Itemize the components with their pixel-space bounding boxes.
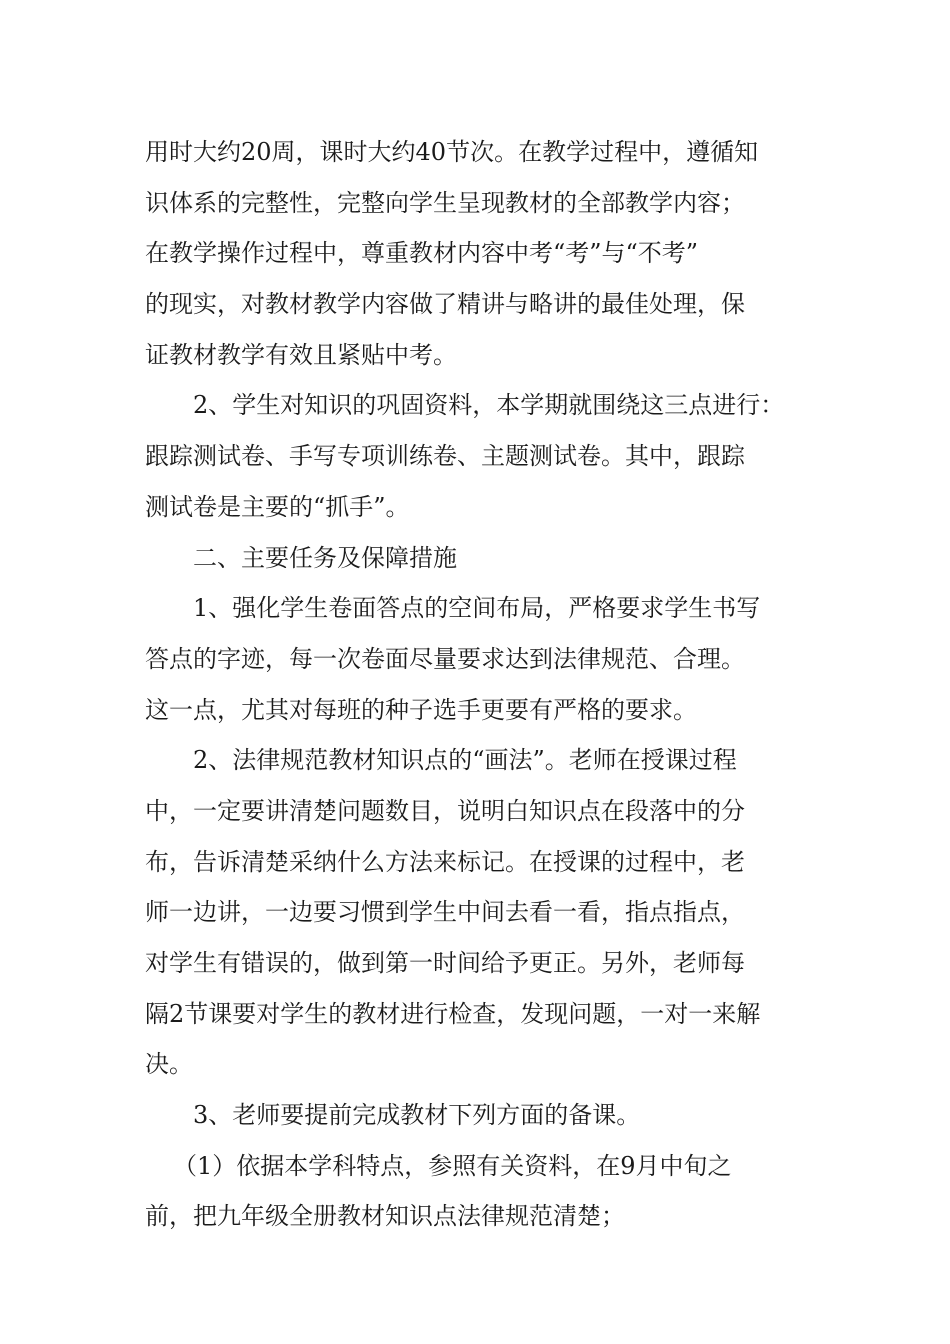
text-line: 答点的字迹，每一次卷面尽量要求达到法律规范、合理。 bbox=[145, 644, 745, 673]
text-line: 2、学生对知识的巩固资料，本学期就围绕这三点进行： bbox=[193, 391, 785, 420]
text-line: 隔2节课要对学生的教材进行检查，发现问题，一对一来解 bbox=[145, 999, 761, 1028]
text-line: 在教学操作过程中，尊重教材内容中考“考”与“不考” bbox=[145, 239, 699, 268]
text-line: 1、强化学生卷面答点的空间布局，严格要求学生书写 bbox=[193, 594, 761, 623]
text-line: 3、老师要提前完成教材下列方面的备课。 bbox=[193, 1101, 641, 1130]
text-line: 识体系的完整性，完整向学生呈现教材的全部教学内容； bbox=[145, 188, 745, 217]
text-line: 的现实，对教材教学内容做了精讲与略讲的最佳处理，保 bbox=[145, 290, 745, 319]
paragraph bbox=[145, 735, 815, 1090]
text-line: 这一点，尤其对每班的种子选手更要有严格的要求。 bbox=[145, 695, 697, 724]
text-line: 证教材教学有效且紧贴中考。 bbox=[145, 340, 457, 369]
text-line: 师一边讲，一边要习惯到学生中间去看一看，指点指点， bbox=[145, 898, 745, 927]
text-line: 2、法律规范教材知识点的“画法”。老师在授课过程 bbox=[193, 746, 737, 775]
section-heading bbox=[145, 533, 815, 584]
text-line: 跟踪测试卷、手写专项训练卷、主题测试卷。其中，跟踪 bbox=[145, 442, 745, 471]
paragraph bbox=[145, 127, 815, 380]
paragraph bbox=[145, 1141, 815, 1242]
paragraph bbox=[145, 583, 815, 735]
text-line: 前，把九年级全册教材知识点法律规范清楚； bbox=[145, 1202, 625, 1231]
heading-line: 二、主要任务及保障措施 bbox=[193, 543, 457, 572]
text-line: 用时大约20周，课时大约40节次。在教学过程中，遵循知 bbox=[145, 138, 759, 166]
text-line: 对学生有错误的，做到第一时间给予更正。另外，老师每 bbox=[145, 949, 745, 977]
text-line: 决。 bbox=[145, 1050, 193, 1079]
text-line: 中，一定要讲清楚问题数目，说明白知识点在段落中的分 bbox=[145, 796, 745, 825]
paragraph bbox=[145, 380, 815, 532]
text-line: 测试卷是主要的“抓手”。 bbox=[145, 492, 410, 521]
text-line: 布，告诉清楚采纳什么方法来标记。在授课的过程中，老 bbox=[145, 847, 745, 876]
document-body bbox=[145, 127, 815, 1242]
text-line: （1）依据本学科特点，参照有关资料，在9月中旬之 bbox=[173, 1151, 732, 1180]
paragraph bbox=[145, 1090, 815, 1141]
